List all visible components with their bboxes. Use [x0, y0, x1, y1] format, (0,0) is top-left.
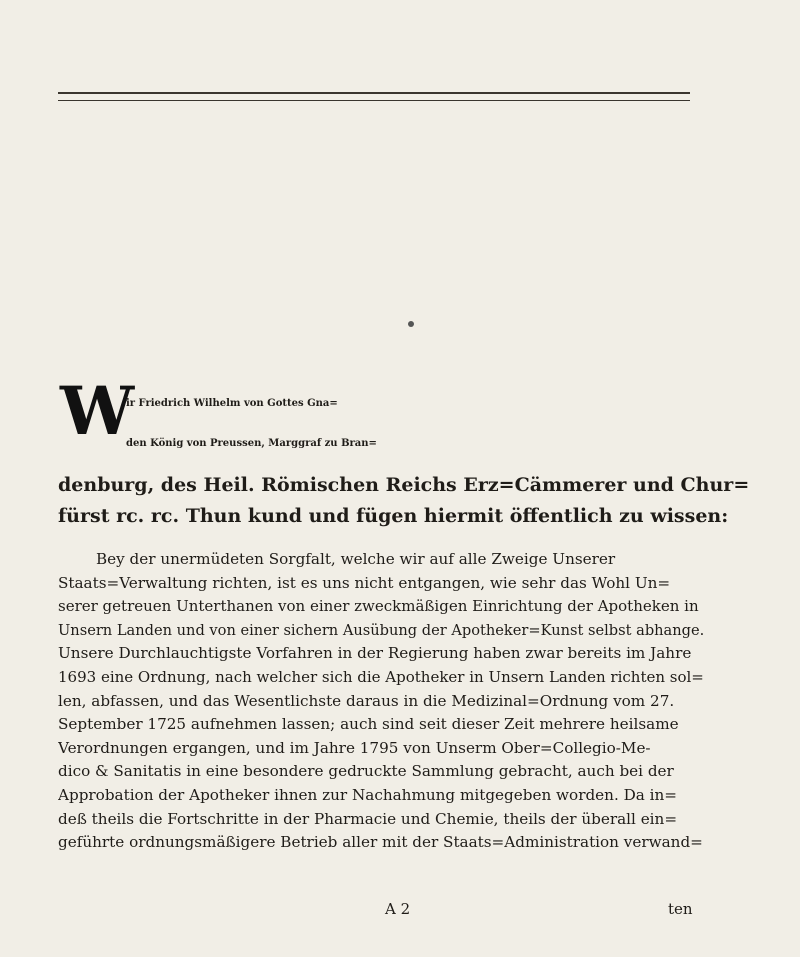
body-paragraph: [58, 548, 706, 855]
body-line: dico & Sanitatis in eine besondere gedruckte Sammlung gebracht, auch bei der: [58, 762, 674, 781]
catchword: ten: [668, 900, 693, 918]
body-line: Approbation der Apotheker ihnen zur Nachahmung mitgegeben worden. Da in=: [58, 785, 678, 804]
heading-line-2: den König von Preussen, Marggraf zu Bran=: [126, 438, 377, 449]
ink-dot: [408, 321, 414, 327]
body-line: Bey der unermüdeten Sorgfalt, welche wir auf alle Zweige Unserer: [96, 550, 616, 568]
body-line: Verordnungen ergangen, und im Jahre 1795 von Unserm Ober=Collegio-Me-: [58, 738, 651, 757]
body-line: len, abfassen, und das Wesentlichste daraus in die Medizinal=Ordnung vom 27.: [58, 691, 675, 710]
body-line: Unsere Durchlauchtigste Vorfahren in der Regierung haben zwar bereits im Jahre: [58, 644, 692, 663]
body-line: serer getreuen Unterthanen von einer zweckmäßigen Einrichtung der Apotheken in: [58, 597, 699, 616]
drop-cap: W: [60, 372, 135, 450]
body-line: September 1725 aufnehmen lassen; auch sind seit dieser Zeit mehrere heilsame: [58, 715, 679, 734]
body-line: Unsern Landen und von einer sichern Ausübung der Apotheker=Kunst selbst abhange.: [58, 621, 705, 639]
body-line: geführte ordnungsmäßigere Betrieb aller mit der Staats=Administration verwand=: [58, 833, 703, 852]
heading-line-4: fürst rc. rc. Thun kund und fügen hiermit öffentlich zu wissen:: [58, 505, 729, 527]
heading-line-3: denburg, des Heil. Römischen Reichs Erz=Cämmerer und Chur=: [58, 474, 750, 496]
heading-line-1: ir Friedrich Wilhelm von Gottes Gna=: [126, 398, 338, 409]
header-rule: [58, 92, 690, 101]
body-line: deß theils die Fortschritte in der Pharmacie und Chemie, theils der überall ein=: [58, 809, 678, 828]
signature-mark: A 2: [385, 900, 411, 918]
body-line: Staats=Verwaltung richten, ist es uns nicht entgangen, wie sehr das Wohl Un=: [58, 573, 671, 592]
body-line: 1693 eine Ordnung, nach welcher sich die Apotheker in Unsern Landen richten sol=: [58, 667, 704, 686]
